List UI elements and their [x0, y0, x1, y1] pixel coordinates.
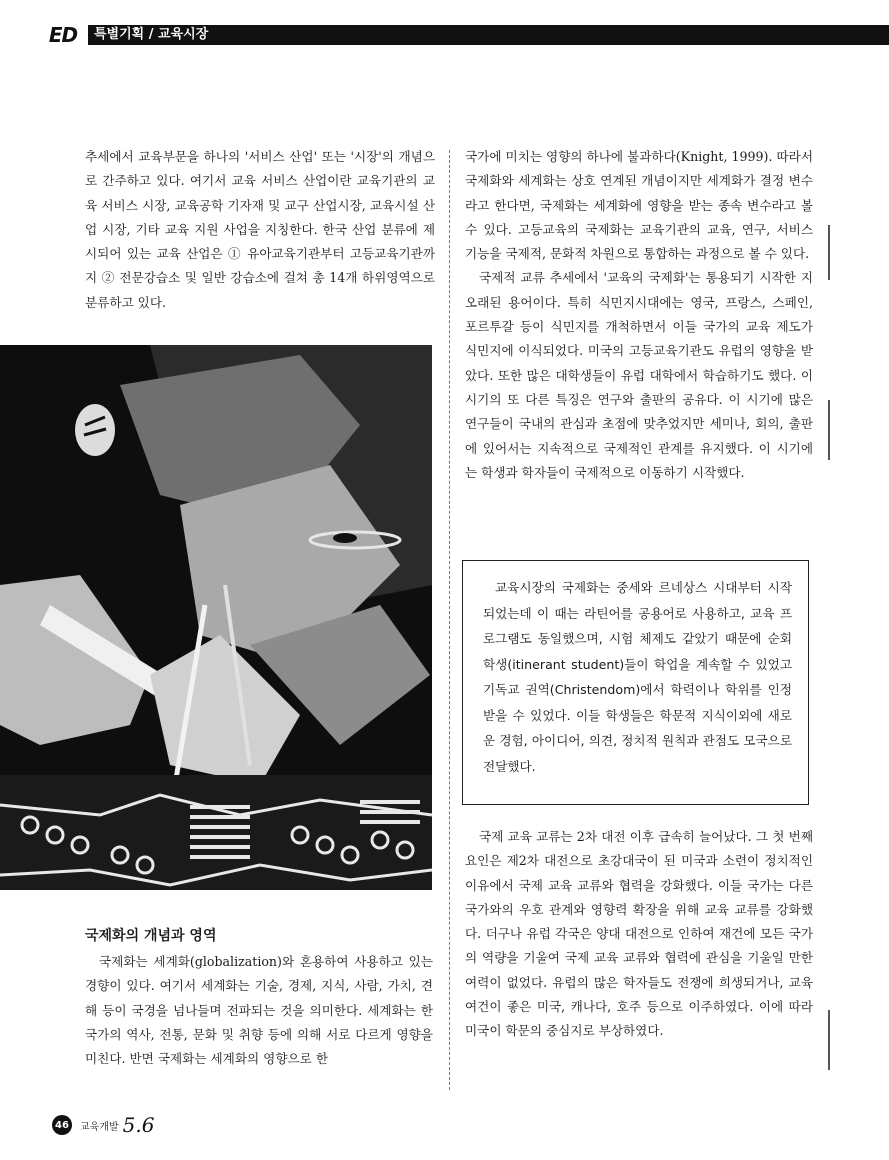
magazine-logo: ED	[38, 22, 88, 48]
issue-number: 5.6	[122, 1113, 155, 1137]
page-edge-mark	[828, 225, 830, 280]
circuit-board-photo	[0, 345, 432, 890]
page-number: 46	[52, 1115, 72, 1135]
section-heading: 국제화의 개념과 영역	[85, 928, 217, 944]
paragraph: 국제 교육 교류는 2차 대전 이후 급속히 늘어났다. 그 첫 번째 요인은 제2차 대전으로 초강대국이 된 미국과 소련이 정치적인 이유에서 국제 교육 교류와 협력을 강화했다. 이들 국가는 다른 국가와의 우호 관계와 영향력 확장을 위해 교육 교류를 강화했다. 더구나 유럽 각국은 양대 대전으로 인하여 재건에 모든 국가의 역량을 기울여 국제 교육 교류와 협력에 관심을 기울일 만한 여력이 없었다. 유럽의 많은 학자들도 전쟁에 희생되거나, 교육 여건이 좋은 미국, 캐나다, 호주 등으로 이주하였다. 이에 따라 미국이 학문의 중심지로 부상하였다.	[465, 829, 813, 1039]
magazine-name: 교육개발	[80, 1121, 119, 1133]
paragraph: 국가에 미치는 영향의 하나에 불과하다(Knight, 1999). 따라서 국제화와 세계화는 상호 연계된 개념이지만 세계화가 결정 변수라고 한다면, 국제화는 세계화에 영향을 받는 종속 변수라고 볼 수 있다. 고등교육의 국제화는 교육기관의 교육, 연구, 서비스 기능을 국제적, 문화적 차원으로 통합하는 과정으로 볼 수 있다.	[465, 149, 813, 262]
left-column-top	[85, 145, 435, 315]
page-footer	[52, 1114, 154, 1136]
left-column-bottom	[85, 950, 433, 1071]
section-header: 특별기획 / 교육시장	[94, 27, 209, 42]
page-edge-mark	[828, 1010, 830, 1070]
right-column-bottom	[465, 825, 813, 1044]
photo-illustration	[0, 345, 432, 890]
right-column-top	[465, 145, 813, 485]
paragraph: 추세에서 교육부문을 하나의 '서비스 산업' 또는 '시장'의 개념으로 간주하고 있다. 여기서 교육 서비스 산업이란 교육기관의 교육 서비스 시장, 교육공학 기자재 및 교구 산업시장, 교육시설 산업 시장, 기타 교육 지원 사업을 지칭한다. 한국 산업 분류에 제시되어 있는 교육 산업은 ① 유아교육기관부터 고등교육기관까지 ② 전문강습소 및 일반 강습소에 걸쳐 총 14개 하위영역으로 분류하고 있다.	[85, 149, 435, 310]
paragraph: 국제적 교류 추세에서 '교육의 국제화'는 통용되기 시작한 지 오래된 용어이다. 특히 식민지시대에는 영국, 프랑스, 스페인, 포르투갈 등이 식민지를 개척하면서 이들 국가의 교육 제도가 식민지에 이식되었다. 미국의 고등교육기관도 유럽의 영향을 받았다. 또한 많은 대학생들이 유럽 대학에서 학습하기도 했다. 이 시기의 또 다른 특징은 연구와 출판의 공유다. 이 시기에 많은 연구들이 국내의 관심과 초점에 맞추었지만 세미나, 회의, 출판에 있어서는 지속적으로 국제적인 관계를 유지했다. 이 시기에는 학생과 학자들이 국제적으로 이동하기 시작했다.	[465, 270, 813, 480]
column-divider	[449, 150, 450, 1090]
paragraph: 국제화는 세계화(globalization)와 혼용하여 사용하고 있는 경향이 있다. 여기서 세계화는 기술, 경제, 지식, 사람, 가치, 견해 등이 국경을 넘나들며 전파되는 것을 의미한다. 세계화는 한 국가의 역사, 전통, 문화 및 취향 등에 의해 서로 다르게 영향을 미친다. 반면 국제화는 세계화의 영향으로 한	[85, 954, 433, 1067]
highlight-box: 교육시장의 국제화는 중세와 르네상스 시대부터 시작되었는데 이 때는 라틴어를 공용어로 사용하고, 교육 프로그램도 동일했으며, 시험 체제도 같았기 때문에 순회 학생(itinerant student)들이 학업을 계속할 수 있었고 기독교 권역(Christendom)에서 학력이나 학위를 인정받을 수 있었다. 이들 학생들은 학문적 지식이외에 새로운 경험, 아이디어, 의견, 정치적 원칙과 관점도 모국으로 전달했다.	[462, 560, 809, 805]
page-edge-mark	[828, 400, 830, 460]
